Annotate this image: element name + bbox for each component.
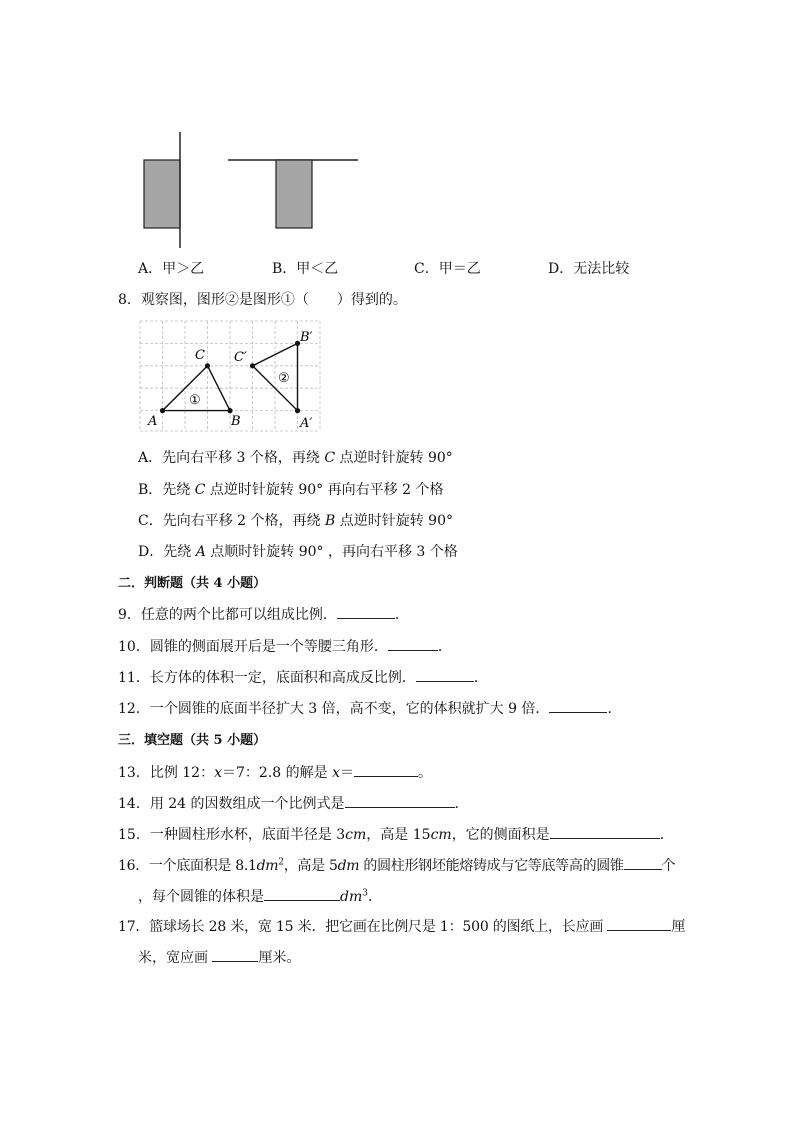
q16-line2-a: ，每个圆锥的体积是	[138, 889, 264, 905]
q15-part-a: 15．一种圆柱形水杯，底面半径是 3	[118, 827, 346, 843]
section-title-judge: 二．判断题（共 4 小题）	[118, 576, 267, 591]
q8-option-b-suffix: 点逆时针旋转 90° 再向右平移 2 个格	[205, 482, 444, 498]
q15-unit-2: cm	[430, 827, 452, 843]
q15-part-b: ，高是 15	[366, 827, 431, 843]
q16-line2-b: ．	[367, 889, 382, 905]
q14-text: 14．用 24 的因数组成一个比例式是	[118, 796, 345, 812]
q10-end: ．	[437, 639, 452, 655]
q8-option-b-var: C	[194, 482, 206, 498]
q16-sup-1: 2	[278, 857, 284, 868]
q16-answer-blank-1[interactable]	[624, 857, 662, 870]
grid	[140, 321, 320, 431]
q10	[118, 636, 452, 656]
q8-option-d-prefix: D．先绕	[138, 544, 196, 560]
q8-option-d-var: A	[195, 544, 206, 560]
q17-line1-text: 17．篮球场长 28 米，宽 15 米．把它画在比例尺是 1：500 的图纸上，长应画	[118, 919, 608, 935]
q10-answer-blank[interactable]	[388, 638, 438, 651]
q8-option-b[interactable]	[138, 479, 443, 499]
q13-part-a: 13．比例 12：	[118, 765, 215, 781]
label-a-prime: A′	[300, 416, 313, 431]
q7-option-d[interactable]: D．无法比较	[548, 261, 630, 277]
label-b-prime: B′	[300, 330, 313, 345]
q13-part-c: ＝	[339, 765, 354, 781]
q8-option-c[interactable]	[138, 510, 453, 530]
q16-line-2	[138, 886, 382, 906]
q15-part-c: ，它的侧面积是	[451, 827, 550, 843]
q8-option-a-suffix: 点逆时针旋转 90°	[335, 450, 453, 466]
q8-option-a-var: C	[324, 450, 336, 466]
q8-option-c-prefix: C．先向右平移 2 个格，再绕	[138, 513, 325, 529]
q16-part-a: 16．一个底面积是 8.1	[118, 858, 257, 874]
q17-line2-b: 厘米。	[258, 950, 301, 966]
label-c: C	[195, 348, 205, 363]
q7-option-c[interactable]: C．甲＝乙	[414, 261, 481, 277]
q13-part-b: ＝7：2.8 的解是	[222, 765, 333, 781]
q13-var-x-2: x	[332, 765, 340, 781]
point-c	[205, 363, 210, 368]
q14-answer-blank[interactable]	[345, 795, 455, 808]
point-c-prime	[250, 363, 255, 368]
q15-end: ．	[659, 827, 674, 843]
point-a	[160, 408, 165, 413]
q14-end: ．	[454, 796, 469, 812]
rect-yi	[276, 160, 312, 228]
q10-text: 10．圆锥的侧面展开后是一个等腰三角形．	[118, 639, 388, 655]
q13-answer-blank[interactable]	[354, 764, 418, 777]
label-b: B	[231, 414, 241, 429]
q12-end: ．	[607, 701, 622, 717]
q14	[118, 793, 469, 813]
q11	[118, 667, 488, 687]
q9	[118, 604, 409, 624]
label-a: A	[148, 414, 158, 429]
q11-answer-blank[interactable]	[416, 669, 474, 682]
q11-text: 11．长方体的体积一定，底面积和高成反比例．	[118, 670, 416, 686]
q9-end: ．	[394, 607, 409, 623]
q16-unit-2: dm	[337, 858, 360, 874]
q13	[118, 762, 432, 782]
q17-line2-a: 米，宽应画	[138, 950, 213, 966]
q7-figure	[130, 128, 370, 252]
q17-answer-blank-2[interactable]	[212, 949, 258, 962]
q12	[118, 698, 621, 718]
q16-unit-3: dm	[340, 889, 363, 905]
q16-unit-1: dm	[256, 858, 279, 874]
q8-grid-figure	[138, 319, 322, 433]
q12-text: 12．一个圆锥的底面半径扩大 3 倍，高不变，它的体积就扩大 9 倍．	[118, 701, 550, 717]
q16-part-d: 个	[661, 858, 676, 874]
q9-text: 9．任意的两个比都可以组成比例．	[118, 607, 337, 623]
q16-part-c: 的圆柱形钢坯能熔铸成与它等底等高的圆锥	[359, 858, 624, 874]
q8-option-a[interactable]	[138, 447, 453, 467]
label-c-prime: C′	[234, 350, 247, 365]
q8-option-c-suffix: 点逆时针旋转 90°	[335, 513, 453, 529]
section-title-fill: 三．填空题（共 5 小题）	[118, 733, 267, 748]
q15-unit-1: cm	[345, 827, 367, 843]
q17-answer-blank-1[interactable]	[607, 918, 671, 931]
q13-var-x: x	[214, 765, 222, 781]
q7-option-b[interactable]: B．甲＜乙	[272, 261, 339, 277]
point-a-prime	[295, 408, 300, 413]
label-shape-2: ②	[278, 371, 290, 386]
q8-option-a-prefix: A．先向右平移 3 个格，再绕	[138, 450, 325, 466]
q8-option-c-var: B	[324, 513, 336, 529]
q17-line-2	[138, 947, 300, 967]
label-shape-1: ①	[189, 393, 201, 408]
q17-unit-1: 厘	[671, 919, 686, 935]
q7-option-a[interactable]: A．甲＞乙	[138, 261, 205, 277]
q8-stem: 8．观察图，图形②是图形①（ ）得到的。	[118, 292, 407, 308]
q9-answer-blank[interactable]	[337, 606, 395, 619]
q8-option-d-suffix: 点顺时针旋转 90° ，再向右平移 3 个格	[205, 544, 458, 560]
q8-option-d[interactable]	[138, 541, 458, 561]
point-b	[227, 408, 232, 413]
q15-answer-blank[interactable]	[550, 826, 660, 839]
q8-option-b-prefix: B．先绕	[138, 482, 195, 498]
q12-answer-blank[interactable]	[549, 700, 607, 713]
q16-part-b: ，高是 5	[283, 858, 338, 874]
q16-answer-blank-2[interactable]	[264, 888, 340, 901]
rect-jia	[144, 160, 180, 228]
q16-sup-3: 3	[362, 888, 368, 899]
q15	[118, 824, 674, 844]
q16-line-1	[118, 855, 675, 875]
q17-line-1	[118, 916, 685, 936]
q11-end: ．	[473, 670, 488, 686]
q13-end: 。	[417, 765, 432, 781]
